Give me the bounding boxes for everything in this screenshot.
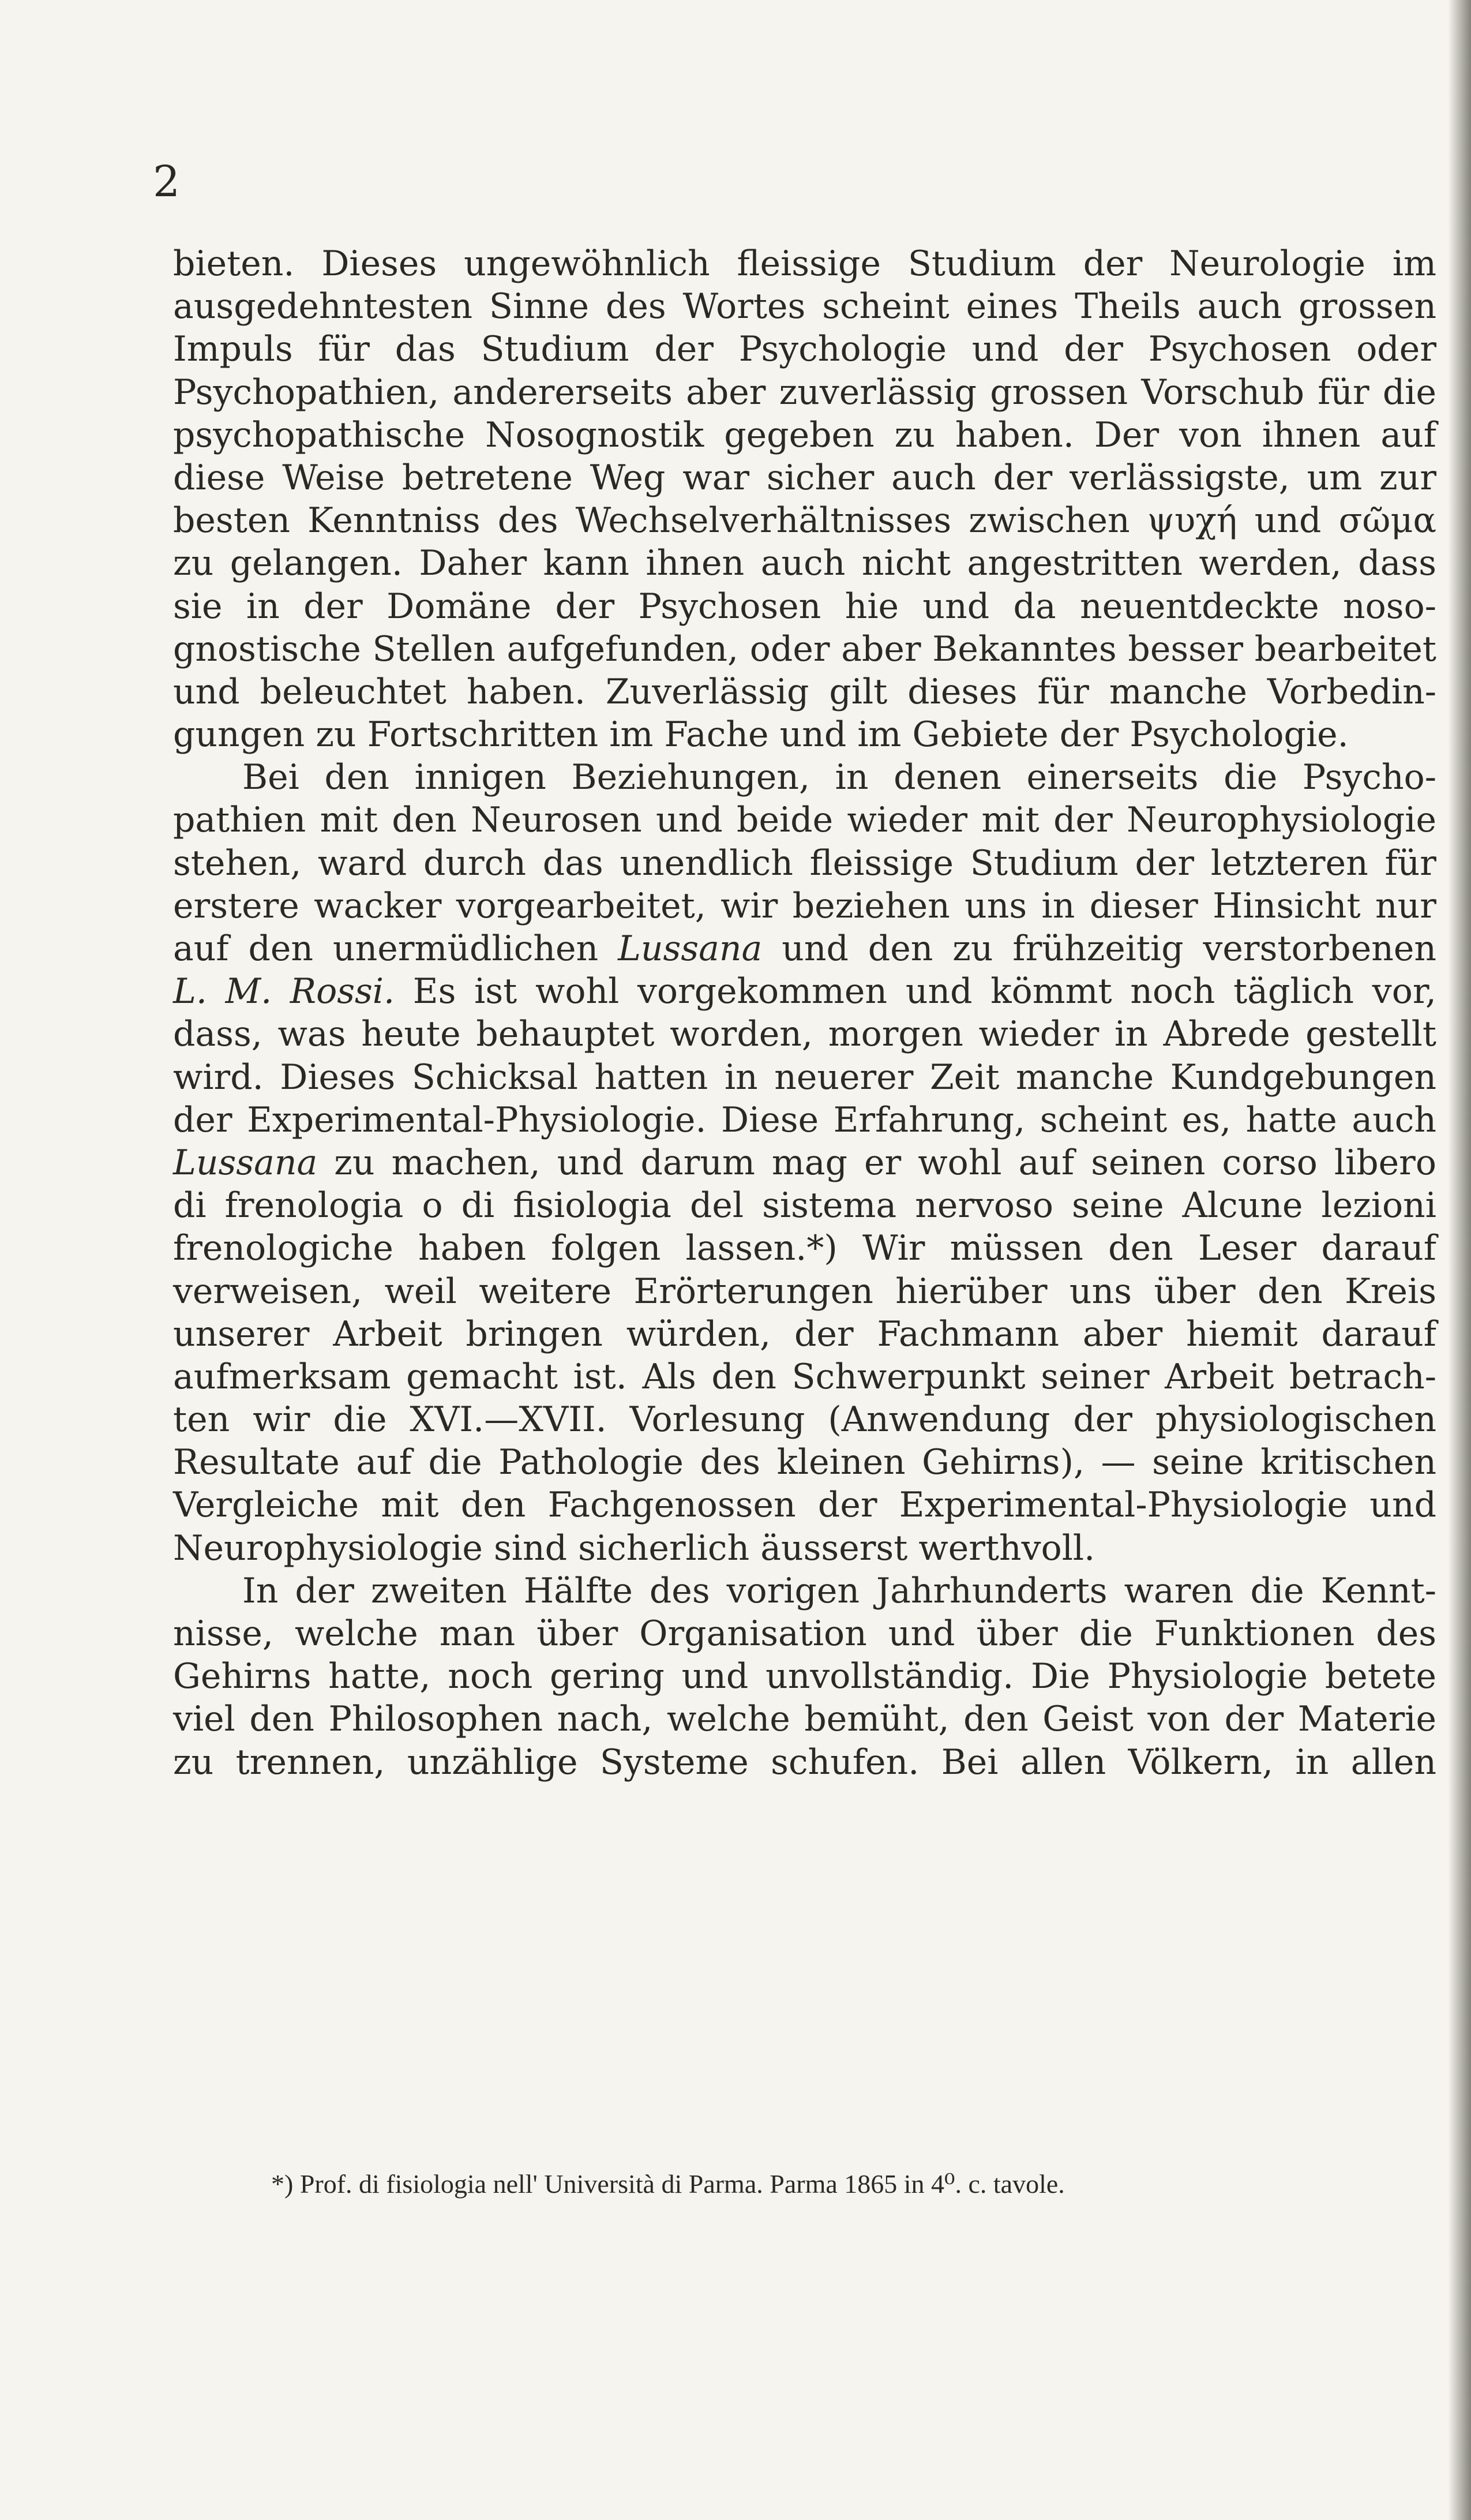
text-line: stehen, ward durch das unendlich fleissige Studium der letzteren für: [173, 843, 1436, 883]
text-line: bieten. Dieses ungewöhnlich fleissige Studium der Neurologie im: [173, 244, 1436, 284]
text-line: pathien mit den Neurosen und beide wieder mit der Neurophysiologie: [173, 800, 1436, 841]
text-line: [173, 970, 1436, 1013]
text-line: unserer Arbeit bringen würden, der Fachmann aber hiemit darauf: [173, 1313, 1436, 1354]
text-line: ten wir die XVI.—XVII. Vorlesung (Anwendung der physiologischen: [173, 1399, 1436, 1440]
text-fragment: und den zu frühzeitig verstorbenen: [762, 928, 1436, 969]
italic-name: L. M. Rossi.: [173, 971, 395, 1012]
text-line: dass, was heute behauptet worden, morgen wieder in Abrede gestellt: [173, 1014, 1436, 1055]
text-line: verweisen, weil weitere Erörterungen hierüber uns über den Kreis: [173, 1271, 1436, 1312]
text-line: di frenologia o di fisiologia del sistema nervoso seine Alcune lezioni: [173, 1185, 1436, 1226]
text-line: besten Kenntniss des Wechselverhältnisses zwischen ψυχή und σῶμα: [173, 500, 1436, 541]
text-line: Bei den innigen Beziehungen, in denen einerseits die Psycho-: [242, 757, 1436, 798]
text-line: Resultate auf die Pathologie des kleinen Gehirns), — seine kritischen: [173, 1442, 1436, 1483]
text-line: psychopathische Nosognostik gegeben zu haben. Der von ihnen auf: [173, 414, 1436, 455]
text-line: frenologiche haben folgen lassen.*) Wir müssen den Leser darauf: [173, 1228, 1436, 1269]
body-text: [173, 242, 1436, 1784]
page-edge-shadow: [1448, 0, 1471, 2520]
text-line: Gehirns hatte, noch gering und unvollständig. Die Physiologie betete: [173, 1656, 1436, 1697]
text-line: wird. Dieses Schicksal hatten in neuerer Zeit manche Kundgebungen: [173, 1057, 1436, 1098]
text-line: gungen zu Fortschritten im Fache und im Gebiete der Psychologie.: [173, 714, 1349, 755]
text-line: sie in der Domäne der Psychosen hie und da neuentdeckte noso-: [173, 586, 1436, 627]
text-line: zu trennen, unzählige Systeme schufen. Bei allen Völkern, in allen: [173, 1742, 1436, 1783]
text-line: aufmerksam gemacht ist. Als den Schwerpunkt seiner Arbeit betrach-: [173, 1356, 1436, 1397]
italic-name: Lussana: [173, 1142, 318, 1183]
text-fragment: auf den unermüdlichen: [173, 928, 618, 969]
text-line: der Experimental-Physiologie. Diese Erfahrung, scheint es, hatte auch: [173, 1099, 1436, 1140]
text-line: Psychopathien, andererseits aber zuverlässig grossen Vorschub für die: [173, 372, 1436, 413]
text-line: In der zweiten Hälfte des vorigen Jahrhunderts waren die Kennt-: [242, 1570, 1436, 1611]
text-fragment: Es ist wohl vorgekommen und kömmt noch täglich vor,: [395, 971, 1436, 1012]
text-line: erstere wacker vorgearbeitet, wir beziehen uns in dieser Hinsicht nur: [173, 885, 1436, 926]
text-line: gnostische Stellen aufgefunden, oder aber Bekanntes besser bearbeitet: [173, 628, 1436, 669]
text-line: diese Weise betretene Weg war sicher auch der verlässigste, um zur: [173, 457, 1436, 498]
text-line: zu gelangen. Daher kann ihnen auch nicht angestritten werden, dass: [173, 543, 1436, 584]
text-line: Neurophysiologie sind sicherlich äusserst werthvoll.: [173, 1527, 1095, 1568]
text-line: und beleuchtet haben. Zuverlässig gilt dieses für manche Vorbedin-: [173, 671, 1436, 712]
text-fragment: zu machen, und darum mag er wohl auf seinen corso libero: [317, 1142, 1436, 1183]
text-line: viel den Philosophen nach, welche bemüht, den Geist von der Materie: [173, 1699, 1436, 1740]
text-line: nisse, welche man über Organisation und über die Funktionen des: [173, 1613, 1436, 1654]
text-line: ausgedehntesten Sinne des Wortes scheint eines Theils auch grossen: [173, 286, 1436, 327]
italic-name: Lussana: [618, 928, 763, 969]
footnote: *) Prof. di fisiologia nell' Università di Parma. Parma 1865 in 4⁰. c. tavole.: [271, 2169, 1065, 2199]
page-number: 2: [153, 157, 181, 207]
text-line: [173, 1141, 1436, 1184]
text-line: [173, 927, 1436, 970]
text-line: Vergleiche mit den Fachgenossen der Experimental-Physiologie und: [173, 1485, 1436, 1526]
text-line: Impuls für das Studium der Psychologie und der Psychosen oder: [173, 329, 1436, 370]
